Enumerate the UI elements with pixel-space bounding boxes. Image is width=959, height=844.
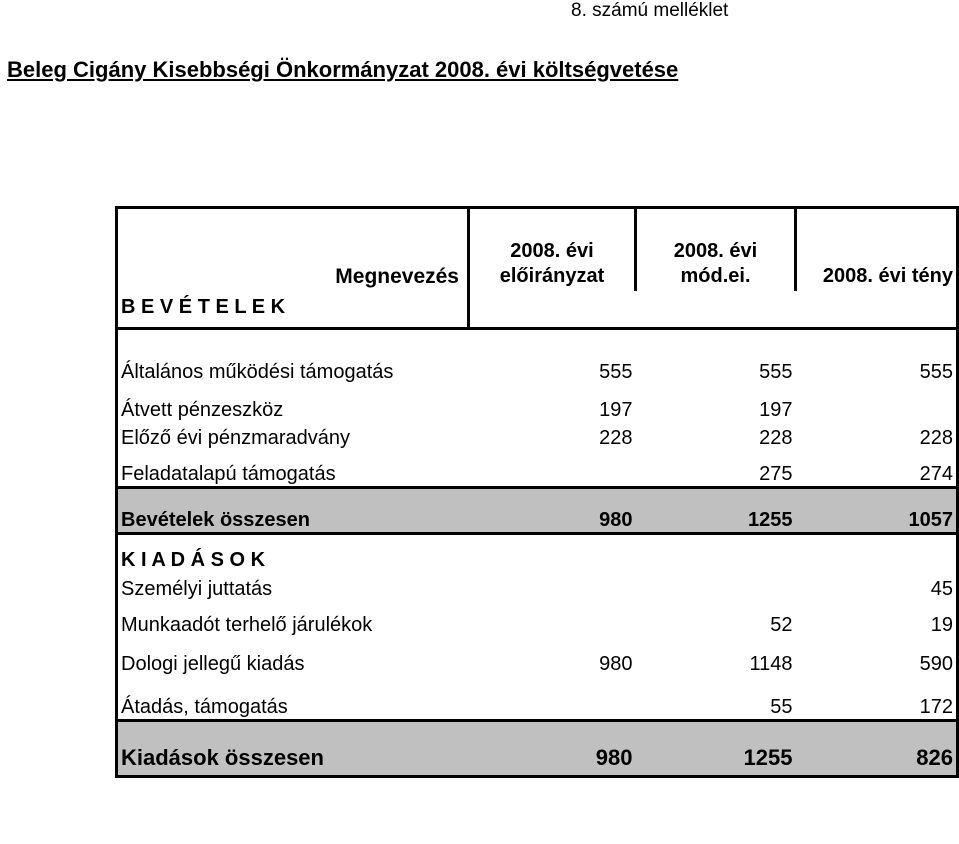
header-col2-line2: mód.ei. xyxy=(680,264,751,287)
row-name: Személyi juttatás xyxy=(121,577,273,600)
table-row xyxy=(117,329,958,384)
row-col1: 228 xyxy=(599,426,633,449)
table-row xyxy=(117,422,958,450)
total-name: Kiadások összesen xyxy=(117,721,469,777)
table-row xyxy=(117,572,958,601)
row-col3: 274 xyxy=(919,463,953,485)
expense-heading: K I A D Á S O K xyxy=(117,534,469,572)
row-col3: 172 xyxy=(919,696,953,718)
row-col3 xyxy=(796,384,958,422)
row-col2: 228 xyxy=(759,426,793,449)
row-col1 xyxy=(469,676,636,721)
table-row xyxy=(117,637,958,676)
total-col1: 980 xyxy=(469,721,636,777)
header-col2-line1: 2008. évi xyxy=(673,239,758,262)
row-col2: 52 xyxy=(770,613,793,636)
row-col3: 590 xyxy=(919,652,953,675)
document-title: Beleg Cigány Kisebbségi Önkormányzat 2008. évi költségvetése xyxy=(7,57,679,82)
row-col1: 980 xyxy=(599,652,633,675)
header-col1-line2: előirányzat xyxy=(499,264,605,287)
row-name: Átvett pénzeszköz xyxy=(121,398,284,421)
income-heading: B E V É T E L E K xyxy=(121,295,286,318)
table-row xyxy=(117,601,958,637)
income-heading-row xyxy=(117,291,958,329)
total-col2: 1255 xyxy=(636,721,796,777)
table-row xyxy=(117,384,958,422)
row-col1: 555 xyxy=(599,360,633,383)
row-name: Dologi jellegű kiadás xyxy=(121,652,305,675)
row-col2 xyxy=(636,572,796,601)
total-name: Bevételek összesen xyxy=(117,488,469,534)
total-col1: 980 xyxy=(469,488,636,534)
budget-table xyxy=(115,206,959,778)
row-col1 xyxy=(469,601,636,637)
total-col3: 1057 xyxy=(796,488,958,534)
row-col2: 55 xyxy=(770,696,793,718)
row-col2: 1148 xyxy=(749,652,793,675)
row-col3: 555 xyxy=(919,360,953,383)
total-col2: 1255 xyxy=(636,488,796,534)
row-col3: 228 xyxy=(919,426,953,449)
row-col3: 19 xyxy=(930,613,953,636)
row-name: Előző évi pénzmaradvány xyxy=(121,426,351,449)
total-col3: 826 xyxy=(796,721,958,777)
row-col1 xyxy=(469,450,636,488)
row-col2: 555 xyxy=(759,360,793,383)
header-col2 xyxy=(636,208,796,291)
expense-total-row xyxy=(117,721,958,777)
header-col1 xyxy=(469,208,636,291)
row-col1 xyxy=(469,572,636,601)
header-name: Megnevezés xyxy=(335,264,459,288)
header-col3: 2008. évi tény xyxy=(796,208,958,291)
row-name: Átadás, támogatás xyxy=(121,696,288,718)
table-row xyxy=(117,676,958,721)
row-col2: 197 xyxy=(759,398,793,421)
table-row xyxy=(117,450,958,488)
row-name: Feladatalapú támogatás xyxy=(121,463,336,485)
row-col2: 275 xyxy=(759,463,793,485)
row-col1: 197 xyxy=(599,398,633,421)
header-row xyxy=(117,208,958,291)
row-name: Általános működési támogatás xyxy=(121,360,394,383)
row-col3: 45 xyxy=(930,577,953,600)
header-col1-line1: 2008. évi xyxy=(510,239,594,262)
annex-label: 8. számú melléklet xyxy=(571,0,729,21)
row-name: Munkaadót terhelő járulékok xyxy=(121,613,373,636)
income-total-row xyxy=(117,488,958,534)
expense-heading-row xyxy=(117,534,958,572)
